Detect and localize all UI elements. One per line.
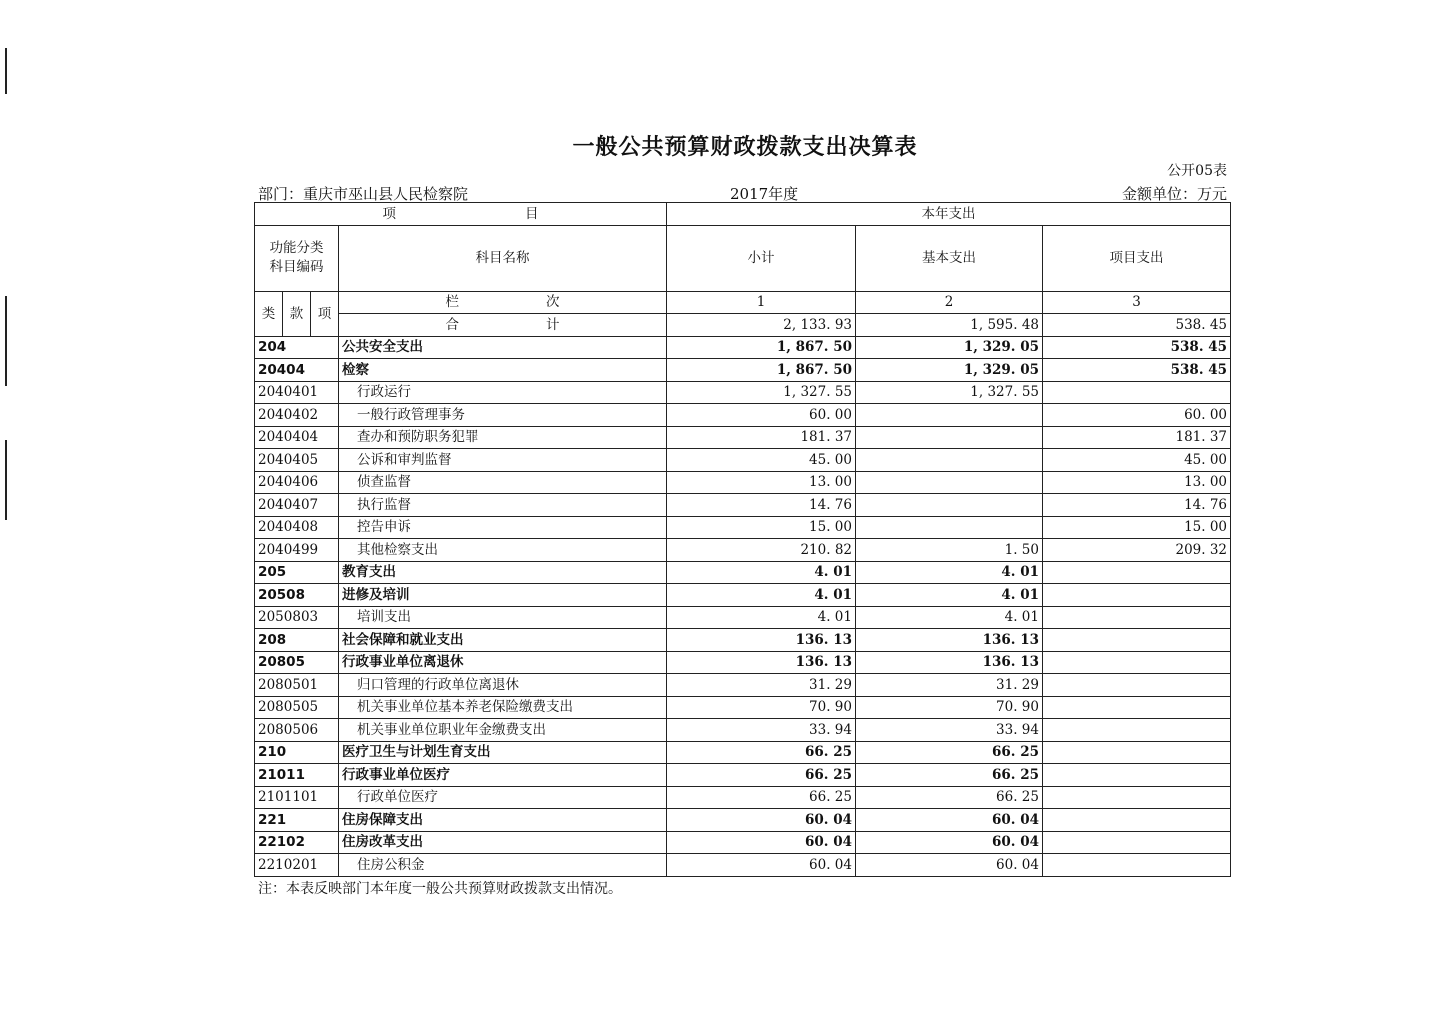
row-project	[1043, 719, 1231, 742]
header-column-label-right: 次	[546, 294, 560, 311]
row-subject-name: 公共安全支出	[339, 336, 667, 359]
header-func-code-line2: 科目编码	[269, 259, 324, 275]
row-code: 2080506	[255, 719, 339, 742]
row-code: 20508	[255, 584, 339, 607]
row-project	[1043, 764, 1231, 787]
row-subtotal: 45. 00	[667, 449, 856, 472]
table-row	[255, 719, 1231, 742]
table-row	[255, 539, 1231, 562]
table-row	[255, 381, 1231, 404]
row-subject-name: 行政事业单位离退休	[339, 651, 667, 674]
row-basic: 4. 01	[856, 561, 1043, 584]
header-basic: 基本支出	[856, 225, 1043, 291]
row-subject-name: 教育支出	[339, 561, 667, 584]
table-row	[255, 471, 1231, 494]
total-row	[255, 314, 1231, 337]
total-label-right: 计	[546, 316, 560, 333]
table-row	[255, 764, 1231, 787]
header-item-left: 项	[382, 205, 396, 222]
page-title: 一般公共预算财政拨款支出决算表	[572, 135, 918, 160]
row-basic: 60. 04	[856, 831, 1043, 854]
budget-table	[254, 202, 1231, 877]
row-project	[1043, 854, 1231, 877]
row-subtotal: 1, 867. 50	[667, 359, 856, 382]
table-row	[255, 516, 1231, 539]
row-code: 210	[255, 741, 339, 764]
row-basic: 66. 25	[856, 741, 1043, 764]
row-project: 15. 00	[1043, 516, 1231, 539]
table-row	[255, 606, 1231, 629]
row-project	[1043, 809, 1231, 832]
row-basic	[856, 494, 1043, 517]
row-project	[1043, 381, 1231, 404]
row-subtotal: 66. 25	[667, 786, 856, 809]
header-subtotal: 小计	[667, 225, 856, 291]
header-column-label	[339, 291, 667, 314]
row-project: 45. 00	[1043, 449, 1231, 472]
total-label-left: 合	[445, 316, 459, 333]
form-number: 公开05表	[1167, 163, 1227, 179]
row-code: 2040402	[255, 404, 339, 427]
row-basic: 31. 29	[856, 674, 1043, 697]
row-subtotal: 60. 00	[667, 404, 856, 427]
row-subtotal: 1, 867. 50	[667, 336, 856, 359]
row-subtotal: 60. 04	[667, 831, 856, 854]
row-subject-name: 其他检察支出	[339, 539, 667, 562]
row-project: 538. 45	[1043, 359, 1231, 382]
row-subtotal: 15. 00	[667, 516, 856, 539]
row-project	[1043, 741, 1231, 764]
row-subtotal: 136. 13	[667, 629, 856, 652]
row-subtotal: 136. 13	[667, 651, 856, 674]
row-basic: 60. 04	[856, 854, 1043, 877]
row-basic: 136. 13	[856, 651, 1043, 674]
header-func-code	[255, 225, 339, 291]
row-project: 14. 76	[1043, 494, 1231, 517]
row-subtotal: 4. 01	[667, 584, 856, 607]
table-row	[255, 831, 1231, 854]
row-project: 209. 32	[1043, 539, 1231, 562]
row-code: 204	[255, 336, 339, 359]
row-basic: 1, 329. 05	[856, 336, 1043, 359]
row-subtotal: 60. 04	[667, 809, 856, 832]
row-basic: 4. 01	[856, 606, 1043, 629]
row-basic: 66. 25	[856, 786, 1043, 809]
row-subject-name: 归口管理的行政单位离退休	[339, 674, 667, 697]
row-subtotal: 14. 76	[667, 494, 856, 517]
header-row-top	[255, 203, 1231, 226]
row-basic	[856, 516, 1043, 539]
row-basic: 1, 327. 55	[856, 381, 1043, 404]
header-project: 项目支出	[1043, 225, 1231, 291]
row-subject-name: 培训支出	[339, 606, 667, 629]
row-project	[1043, 674, 1231, 697]
table-row	[255, 336, 1231, 359]
row-basic: 60. 04	[856, 809, 1043, 832]
row-project	[1043, 629, 1231, 652]
scan-margin-mark	[5, 440, 7, 520]
row-basic	[856, 404, 1043, 427]
row-basic: 136. 13	[856, 629, 1043, 652]
table-row	[255, 629, 1231, 652]
table-row	[255, 426, 1231, 449]
row-basic: 1. 50	[856, 539, 1043, 562]
header-xiang: 项	[311, 291, 339, 336]
header-current-year: 本年支出	[667, 203, 1231, 226]
row-project	[1043, 696, 1231, 719]
row-project	[1043, 651, 1231, 674]
footnote: 注：本表反映部门本年度一般公共预算财政拨款支出情况。	[258, 881, 622, 897]
row-code: 205	[255, 561, 339, 584]
row-basic	[856, 471, 1043, 494]
row-basic	[856, 426, 1043, 449]
row-code: 2040408	[255, 516, 339, 539]
row-code: 2040407	[255, 494, 339, 517]
amount-unit: 金额单位：万元	[1121, 185, 1227, 203]
row-subject-name: 行政事业单位医疗	[339, 764, 667, 787]
header-col1: 1	[667, 291, 856, 314]
row-subtotal: 181. 37	[667, 426, 856, 449]
row-subject-name: 机关事业单位职业年金缴费支出	[339, 719, 667, 742]
department-label: 部门：重庆市巫山县人民检察院	[258, 185, 469, 203]
header-kuan: 款	[283, 291, 311, 336]
row-code: 20805	[255, 651, 339, 674]
row-project: 181. 37	[1043, 426, 1231, 449]
header-func-code-line1: 功能分类	[269, 240, 324, 256]
total-label	[339, 314, 667, 337]
table-row	[255, 809, 1231, 832]
row-basic	[856, 449, 1043, 472]
table-row	[255, 786, 1231, 809]
row-subtotal: 31. 29	[667, 674, 856, 697]
row-code: 2050803	[255, 606, 339, 629]
row-subject-name: 社会保障和就业支出	[339, 629, 667, 652]
header-column-label-left: 栏	[445, 294, 459, 311]
row-code: 208	[255, 629, 339, 652]
scan-margin-mark	[5, 296, 7, 386]
table-row	[255, 674, 1231, 697]
row-subtotal: 66. 25	[667, 741, 856, 764]
header-col2: 2	[856, 291, 1043, 314]
row-project	[1043, 606, 1231, 629]
header-item-right: 目	[525, 205, 539, 222]
row-code: 2040405	[255, 449, 339, 472]
row-subtotal: 210. 82	[667, 539, 856, 562]
row-basic: 66. 25	[856, 764, 1043, 787]
row-subject-name: 执行监督	[339, 494, 667, 517]
row-code: 2040401	[255, 381, 339, 404]
row-subtotal: 70. 90	[667, 696, 856, 719]
row-code: 2040404	[255, 426, 339, 449]
row-project: 538. 45	[1043, 336, 1231, 359]
scan-margin-mark	[5, 48, 7, 94]
row-subject-name: 进修及培训	[339, 584, 667, 607]
table-row	[255, 359, 1231, 382]
header-subject-name: 科目名称	[339, 225, 667, 291]
row-subject-name: 行政运行	[339, 381, 667, 404]
row-subject-name: 住房公积金	[339, 854, 667, 877]
row-project: 13. 00	[1043, 471, 1231, 494]
header-row-main	[255, 225, 1231, 291]
row-project	[1043, 584, 1231, 607]
total-subtotal: 2, 133. 93	[667, 314, 856, 337]
row-code: 2080501	[255, 674, 339, 697]
row-subject-name: 一般行政管理事务	[339, 404, 667, 427]
row-subject-name: 公诉和审判监督	[339, 449, 667, 472]
row-subtotal: 60. 04	[667, 854, 856, 877]
header-lei: 类	[255, 291, 283, 336]
row-subtotal: 13. 00	[667, 471, 856, 494]
row-subject-name: 机关事业单位基本养老保险缴费支出	[339, 696, 667, 719]
row-subtotal: 4. 01	[667, 606, 856, 629]
row-project	[1043, 786, 1231, 809]
total-project: 538. 45	[1043, 314, 1231, 337]
row-basic: 33. 94	[856, 719, 1043, 742]
row-project	[1043, 561, 1231, 584]
row-subtotal: 4. 01	[667, 561, 856, 584]
row-project	[1043, 831, 1231, 854]
row-subject-name: 住房保障支出	[339, 809, 667, 832]
table-row	[255, 494, 1231, 517]
row-project: 60. 00	[1043, 404, 1231, 427]
row-subject-name: 控告申诉	[339, 516, 667, 539]
row-subject-name: 侦查监督	[339, 471, 667, 494]
row-code: 2210201	[255, 854, 339, 877]
row-subject-name: 行政单位医疗	[339, 786, 667, 809]
row-subject-name: 查办和预防职务犯罪	[339, 426, 667, 449]
header-col3: 3	[1043, 291, 1231, 314]
row-code: 2040499	[255, 539, 339, 562]
header-item	[255, 203, 667, 226]
table-row	[255, 854, 1231, 877]
row-code: 2080505	[255, 696, 339, 719]
row-code: 22102	[255, 831, 339, 854]
row-subject-name: 检察	[339, 359, 667, 382]
table-row	[255, 561, 1231, 584]
row-subject-name: 住房改革支出	[339, 831, 667, 854]
table-row	[255, 696, 1231, 719]
row-code: 20404	[255, 359, 339, 382]
header-row-columns	[255, 291, 1231, 314]
fiscal-year: 2017年度	[730, 185, 799, 203]
row-basic: 1, 329. 05	[856, 359, 1043, 382]
table-row	[255, 651, 1231, 674]
row-subtotal: 66. 25	[667, 764, 856, 787]
row-code: 2101101	[255, 786, 339, 809]
table-row	[255, 741, 1231, 764]
table-row	[255, 449, 1231, 472]
row-basic: 70. 90	[856, 696, 1043, 719]
row-code: 2040406	[255, 471, 339, 494]
row-basic: 4. 01	[856, 584, 1043, 607]
table-row	[255, 584, 1231, 607]
row-subtotal: 1, 327. 55	[667, 381, 856, 404]
row-subject-name: 医疗卫生与计划生育支出	[339, 741, 667, 764]
total-basic: 1, 595. 48	[856, 314, 1043, 337]
table-row	[255, 404, 1231, 427]
row-code: 221	[255, 809, 339, 832]
row-code: 21011	[255, 764, 339, 787]
row-subtotal: 33. 94	[667, 719, 856, 742]
